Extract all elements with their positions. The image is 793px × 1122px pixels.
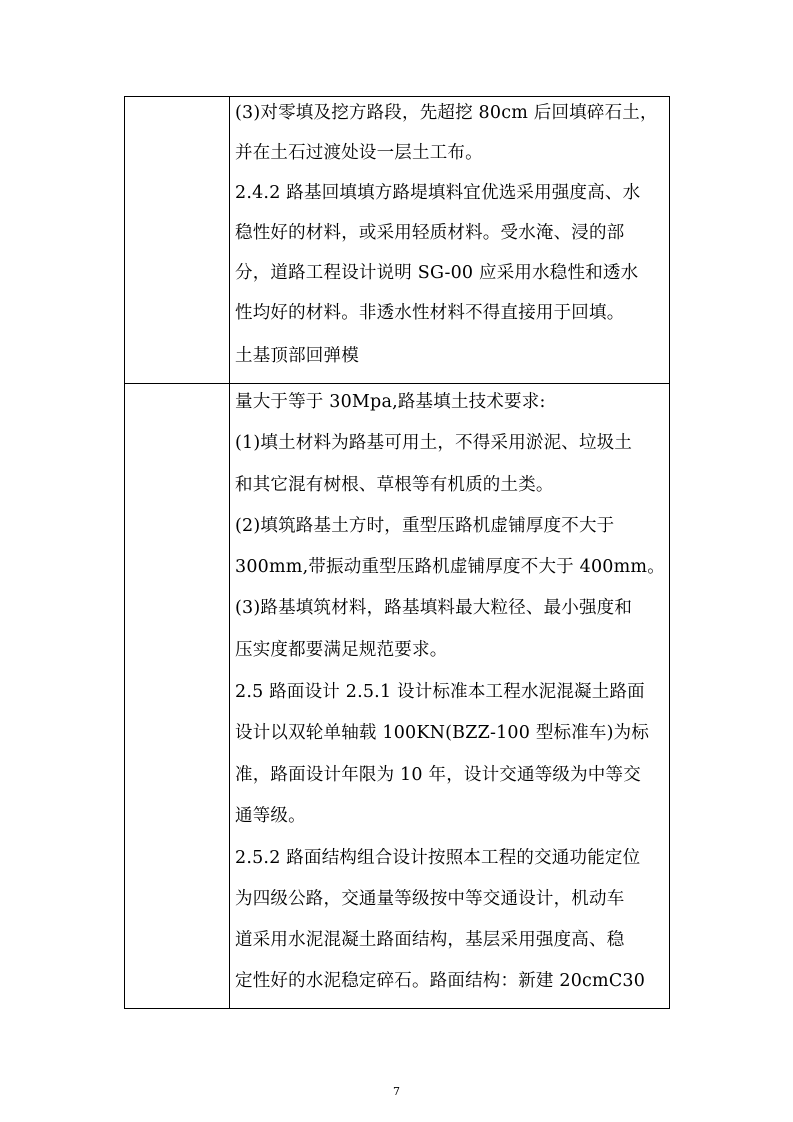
table-lower	[124, 383, 670, 1009]
text-line: (2)填筑路基土方时，重型压路机虚铺厚度不大于	[235, 516, 615, 536]
text-line: 性均好的材料。非透水性材料不得直接用于回填。	[235, 303, 625, 323]
table-upper	[124, 96, 670, 384]
text-line: 压实度都要满足规范要求。	[235, 640, 448, 660]
text-line: 道采用水泥混凝土路面结构，基层采用强度高、稳	[235, 930, 625, 950]
text-line: 土基顶部回弹模	[235, 346, 359, 366]
text-line: 并在土石过渡处设一层土工布。	[235, 143, 483, 163]
text-line: 300mm,带振动重型压路机虚铺厚度不大于 400mm。	[235, 557, 665, 577]
text-line: 准，路面设计年限为 10 年，设计交通等级为中等交	[235, 765, 641, 785]
text-line: 2.4.2 路基回填填方路堤填料宜优选采用强度高、水	[235, 183, 641, 203]
text-line: 为四级公路，交通量等级按中等交通设计，机动车	[235, 889, 625, 909]
text-line: (3)路基填筑材料，路基填料最大粒径、最小强度和	[235, 598, 633, 618]
text-line: 定性好的水泥稳定碎石。路面结构：新建 20cmC30	[235, 971, 646, 991]
text-line: 设计以双轮单轴载 100KN(BZZ-100 型标准车)为标	[235, 723, 650, 743]
text-line: 2.5.2 路面结构组合设计按照本工程的交通功能定位	[235, 848, 641, 868]
text-line: 和其它混有树根、草根等有机质的土类。	[235, 475, 554, 495]
table-upper-left-cell	[125, 97, 230, 383]
text-line: 通等级。	[235, 806, 306, 826]
table-lower-left-cell	[125, 384, 230, 1008]
text-line: 2.5 路面设计 2.5.1 设计标准本工程水泥混凝土路面	[235, 682, 645, 702]
text-line: 稳性好的材料，或采用轻质材料。受水淹、浸的部	[235, 223, 625, 243]
page-number: 7	[393, 1085, 400, 1098]
text-line: 量大于等于 30Mpa,路基填土技术要求:	[235, 392, 546, 412]
text-line: 分，道路工程设计说明 SG-00 应采用水稳性和透水	[235, 263, 639, 283]
text-line: (1)填土材料为路基可用土，不得采用淤泥、垃圾土	[235, 433, 633, 453]
text-line: (3)对零填及挖方路段，先超挖 80cm 后回填碎石土，	[235, 103, 658, 123]
